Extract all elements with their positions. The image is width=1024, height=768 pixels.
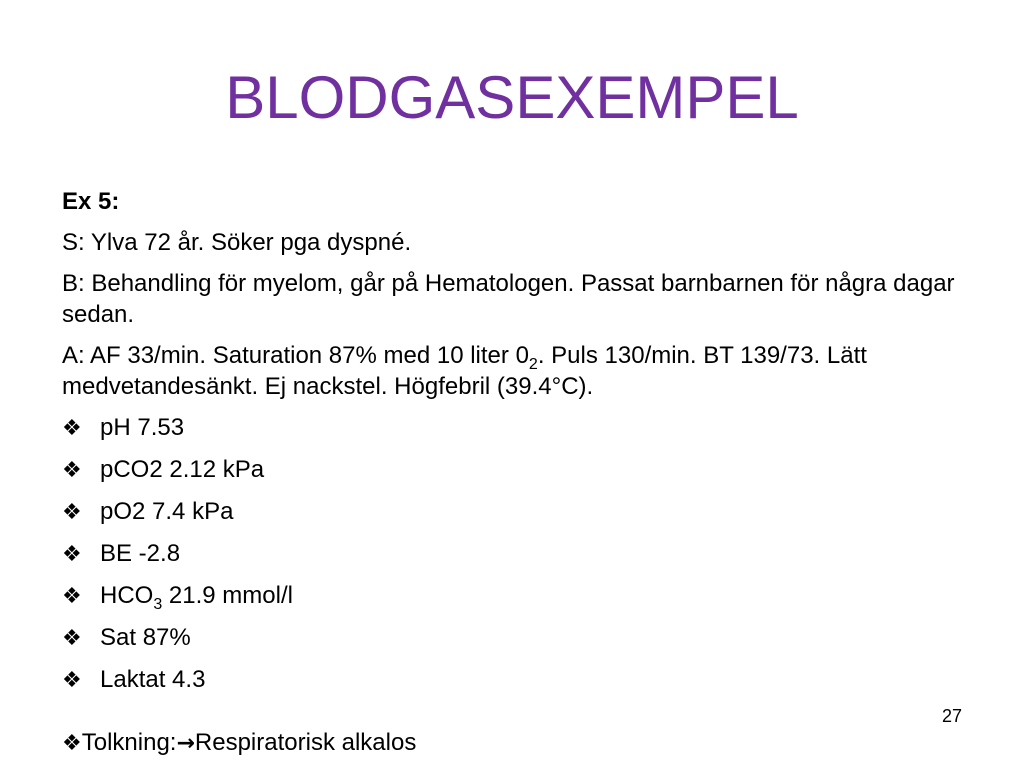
diamond-bullet-icon: ❖ [62, 458, 82, 483]
lab-value-ph: pH 7.53 [100, 414, 185, 441]
slide-title: BLODGASEXEMPEL [225, 64, 799, 131]
diamond-bullet-icon: ❖ [62, 542, 82, 567]
conclusion-label: Tolkning: [81, 729, 177, 756]
list-item [62, 580, 972, 612]
a-line-part2: . Puls 130/min. BT 139/73. Lätt medvetandesänkt. Ej nackstel. Högfebril (39.4°C). [62, 342, 867, 400]
diamond-bullet-icon: ❖ [62, 668, 82, 693]
hco3-subscript: 3 [153, 595, 163, 613]
lab-values-list [62, 412, 972, 696]
s-line: S: Ylva 72 år. Söker pga dyspné. [62, 229, 412, 256]
lab-value-pco2: pCO2 2.12 kPa [100, 456, 265, 483]
b-line: B: Behandling för myelom, går på Hematologen. Passat barnbarnen för några dagar sedan. [62, 270, 955, 328]
list-item [62, 454, 972, 486]
example-label: Ex 5: [62, 188, 120, 215]
lab-value-be: BE -2.8 [100, 540, 181, 567]
diamond-bullet-icon: ❖ [62, 416, 82, 441]
a-line-subscript: 2 [528, 355, 538, 373]
list-item [62, 664, 972, 696]
lab-value-laktat: Laktat 4.3 [100, 666, 206, 693]
hco3-label: HCO [100, 582, 154, 609]
diamond-bullet-icon: ❖ [62, 731, 82, 756]
a-line [62, 340, 972, 402]
diamond-bullet-icon: ❖ [62, 584, 82, 609]
hco3-value: 21.9 mmol/l [162, 582, 293, 609]
slide-number: 27 [941, 706, 962, 726]
lab-value-sat: Sat 87% [100, 624, 191, 651]
conclusion-result: Respiratorisk alkalos [194, 729, 417, 756]
lab-value-hco3 [100, 580, 293, 611]
a-line-part1: A: AF 33/min. Saturation 87% med 10 liter 0 [62, 342, 529, 369]
diamond-bullet-icon: ❖ [62, 626, 82, 651]
list-item [62, 538, 972, 570]
list-item [62, 622, 972, 654]
list-item [62, 412, 972, 444]
list-item [62, 496, 972, 528]
lab-value-po2: pO2 7.4 kPa [100, 498, 234, 525]
right-arrow-icon: → [176, 731, 195, 756]
diamond-bullet-icon: ❖ [62, 500, 82, 525]
conclusion [62, 727, 416, 759]
slide-body [62, 186, 972, 706]
